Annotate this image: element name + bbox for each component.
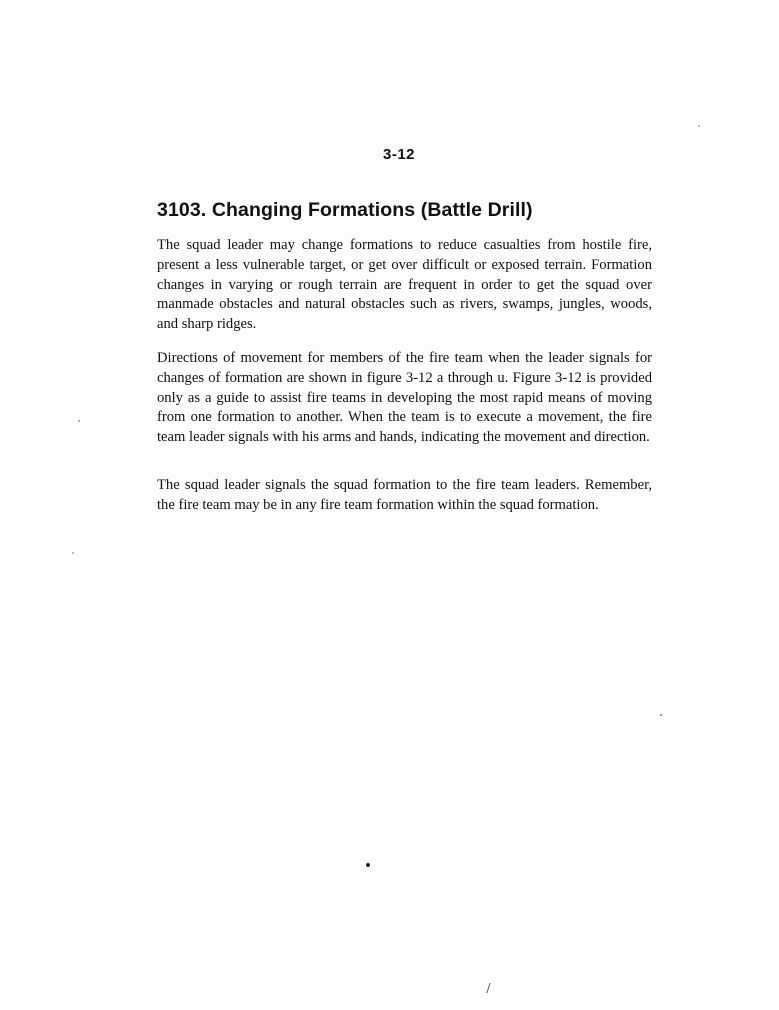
scan-speck (366, 863, 370, 867)
page-number: 3-12 (383, 146, 416, 163)
scan-mark (486, 983, 493, 993)
paragraph-directions-of-movement: Directions of movement for members of the fire team when the leader signals for changes of formation are shown in figure 3-12 a through u. Figure 3-12 is provided only as a guide to assist fire teams in developing the most rapid means of moving from one formation to another. When the team is to execute a movement, the fire team leader signals with his arms and hands, indicating the movement and direction. (157, 350, 652, 446)
scan-speck (72, 552, 74, 554)
paragraph-formation-changes: The squad leader may change formations to reduce casualties from hostile fire, present a less vulnerable target, or get over difficult or exposed terrain. Formation changes in varying or rough terrain are frequent in order to get the squad over manmade obstacles and natural obstacles such as rivers, swamps, jungles, woods, and sharp ridges. (157, 237, 652, 333)
scan-speck (698, 125, 700, 127)
section-title: 3103. Changing Formations (Battle Drill) (157, 199, 533, 221)
paragraph-squad-leader-signals: The squad leader signals the squad formation to the fire team leaders. Remember, the fire team may be in any fire team formation within the squad formation. (157, 477, 652, 513)
scan-speck (78, 420, 80, 422)
scan-speck (660, 714, 662, 716)
